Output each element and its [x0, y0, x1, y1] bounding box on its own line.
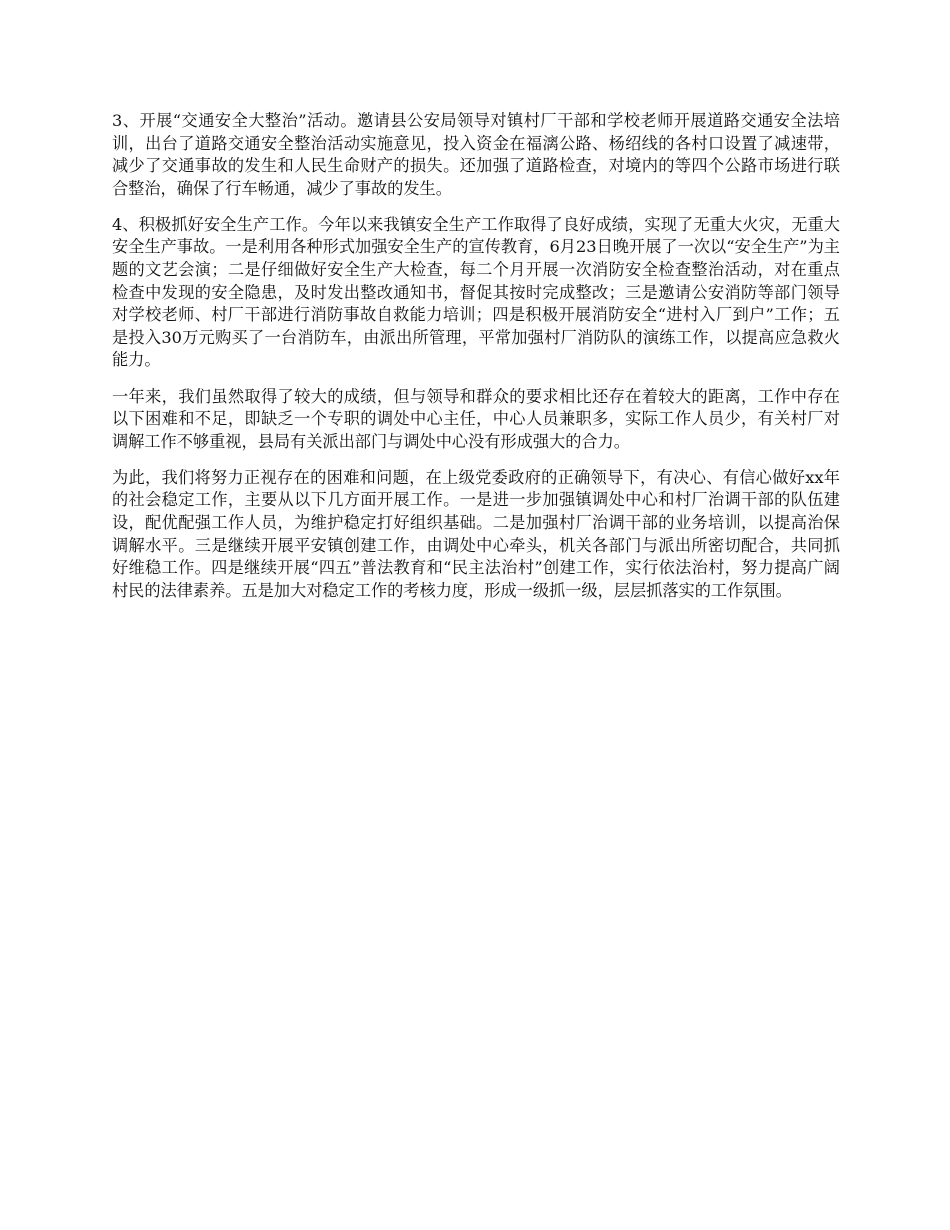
document-body — [112, 110, 840, 616]
paragraph-shortcomings: 一年来，我们虽然取得了较大的成绩，但与领导和群众的要求相比还存在着较大的距离，工作中存在以下困难和不足，即缺乏一个专职的调处中心主任，中心人员兼职多，实际工作人员少，有关村厂对调解工作不够重视，县局有关派出部门与调处中心没有形成强大的合力。 — [112, 386, 840, 451]
paragraph-production-safety: 4、积极抓好安全生产工作。今年以来我镇安全生产工作取得了良好成绩，实现了无重大火灾，无重大安全生产事故。一是利用各种形式加强安全生产的宣传教育，6月23日晚开展了一次以“安全生产”为主题的文艺会演；二是仔细做好安全生产大检查，每二个月开展一次消防安全检查整治活动，对在重点检查中发现的安全隐患，及时发出整改通知书，督促其按时完成整改；三是邀请公安消防等部门领导对学校老师、村厂干部进行消防事故自救能力培训；四是积极开展消防安全“进村入厂到户”工作；五是投入30万元购买了一台消防车，由派出所管理，平常加强村厂消防队的演练工作，以提高应急救火能力。 — [112, 214, 840, 370]
paragraph-plans: 为此，我们将努力正视存在的困难和问题，在上级党委政府的正确领导下，有决心、有信心做好xx年的社会稳定工作，主要从以下几方面开展工作。一是进一步加强镇调处中心和村厂治调干部的队伍建设，配优配强工作人员，为维护稳定打好组织基础。二是加强村厂治调干部的业务培训，以提高治保调解水平。三是继续开展平安镇创建工作，由调处中心牵头，机关各部门与派出所密切配合，共同抓好维稳工作。四是继续开展“四五”普法教育和“民主法治村”创建工作，实行依法治村，努力提高广阔村民的法律素养。五是加大对稳定工作的考核力度，形成一级抓一级，层层抓落实的工作氛围。 — [112, 467, 840, 600]
paragraph-traffic-safety: 3、开展“交通安全大整治”活动。邀请县公安局领导对镇村厂干部和学校老师开展道路交通安全法培训，出台了道路交通安全整治活动实施意见，投入资金在福漓公路、杨绍线的各村口设置了减速带，减少了交通事故的发生和人民生命财产的损失。还加强了道路检查，对境内的等四个公路市场进行联合整治，确保了行车畅通，减少了事故的发生。 — [112, 111, 840, 198]
